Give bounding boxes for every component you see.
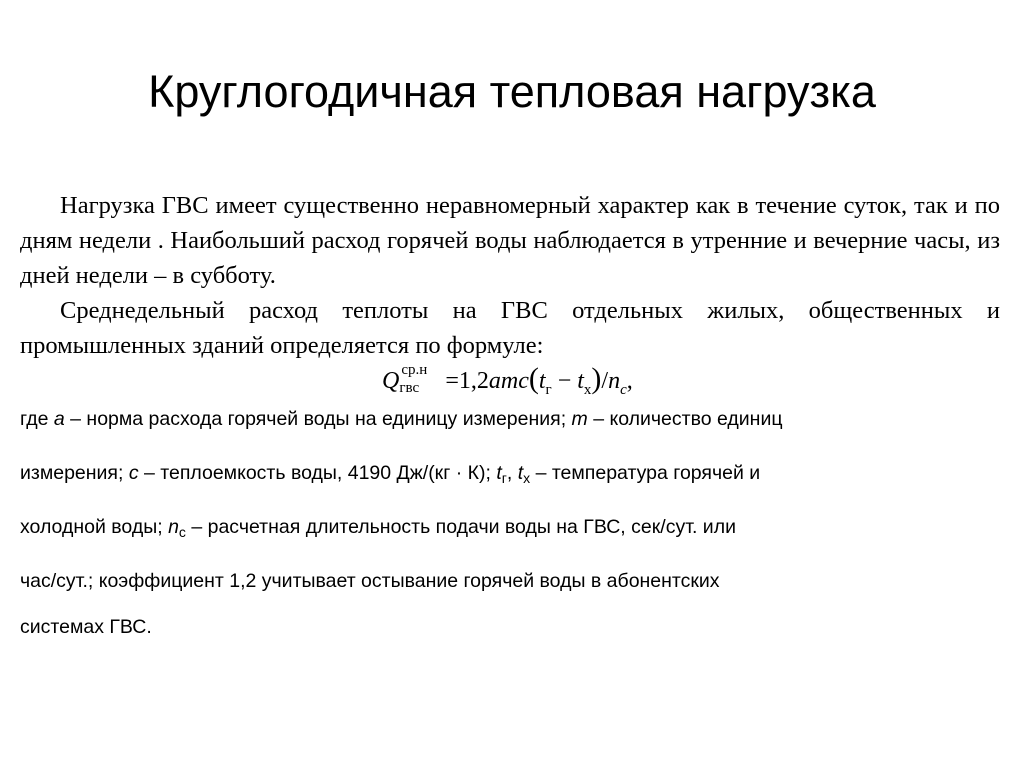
notes-var-c: c bbox=[128, 462, 139, 484]
notes-line-3 bbox=[20, 512, 1010, 566]
formula bbox=[382, 362, 633, 402]
formula-n: n bbox=[608, 368, 621, 394]
formula-left-paren: ( bbox=[528, 362, 539, 395]
notes-line-1 bbox=[20, 404, 1010, 458]
formula-scripts bbox=[399, 362, 445, 402]
notes-text: , bbox=[506, 462, 518, 484]
formula-t-cold-sub: х bbox=[583, 382, 592, 398]
notes-sub-cold: х bbox=[523, 470, 531, 486]
notes-sub-hot: г bbox=[501, 470, 507, 486]
formula-q: Q bbox=[382, 368, 400, 394]
slide-title: Круглогодичная тепловая нагрузка bbox=[148, 66, 876, 117]
slide-body bbox=[20, 188, 1000, 363]
formula-t-cold: t bbox=[577, 368, 584, 394]
formula-comma: , bbox=[626, 368, 633, 394]
formula-t-hot-sub: г bbox=[545, 382, 552, 398]
formula-notes bbox=[20, 404, 1010, 642]
notes-text: – расчетная длительность подачи воды на ГВС, сек/сут. или bbox=[185, 516, 736, 538]
notes-line-4: час/сут.; коэффициент 1,2 учитывает остывание горячей воды в абонентских bbox=[20, 570, 720, 592]
notes-sub-n: c bbox=[178, 524, 186, 540]
paragraph-formula-intro: Среднедельный расход теплоты на ГВС отдельных жилых, общественных и промышленных зданий определяется по формуле: bbox=[20, 297, 1000, 359]
notes-line-2 bbox=[20, 458, 1010, 512]
notes-var-n: n bbox=[168, 516, 179, 538]
notes-text: холодной воды; bbox=[20, 516, 169, 538]
formula-coefficient: =1,2 bbox=[445, 368, 489, 394]
notes-var-t-cold: t bbox=[517, 462, 524, 484]
notes-var-t-hot: t bbox=[496, 462, 502, 484]
formula-minus: − bbox=[557, 368, 572, 394]
notes-text: – температура горячей и bbox=[530, 462, 761, 484]
formula-t-hot: t bbox=[538, 368, 546, 394]
notes-text: где bbox=[20, 408, 54, 430]
notes-var-a: a bbox=[53, 408, 65, 430]
formula-superscript: ср.н bbox=[401, 362, 428, 378]
notes-line-5: системах ГВС. bbox=[20, 616, 152, 638]
formula-n-sub: c bbox=[620, 382, 627, 398]
formula-amc: amc bbox=[488, 368, 529, 394]
notes-var-m: m bbox=[571, 408, 588, 430]
notes-text: – количество единиц bbox=[587, 408, 783, 430]
notes-text: – теплоемкость воды, 4190 Дж/(кг · К); bbox=[138, 462, 497, 484]
notes-text: – норма расхода горячей воды на единицу измерения; bbox=[64, 408, 572, 430]
formula-right-paren: ) bbox=[591, 362, 602, 395]
formula-subscript: гвс bbox=[399, 380, 420, 396]
notes-text: измерения; bbox=[20, 462, 129, 484]
formula-divide: / bbox=[601, 368, 609, 394]
paragraph-load: Нагрузка ГВС имеет существенно неравномерный характер как в течение суток, так и по дням недели . Наибольший расход горячей воды наблюдается в утренние и вечерние часы, из дней недели – в субботу. bbox=[20, 192, 1000, 289]
